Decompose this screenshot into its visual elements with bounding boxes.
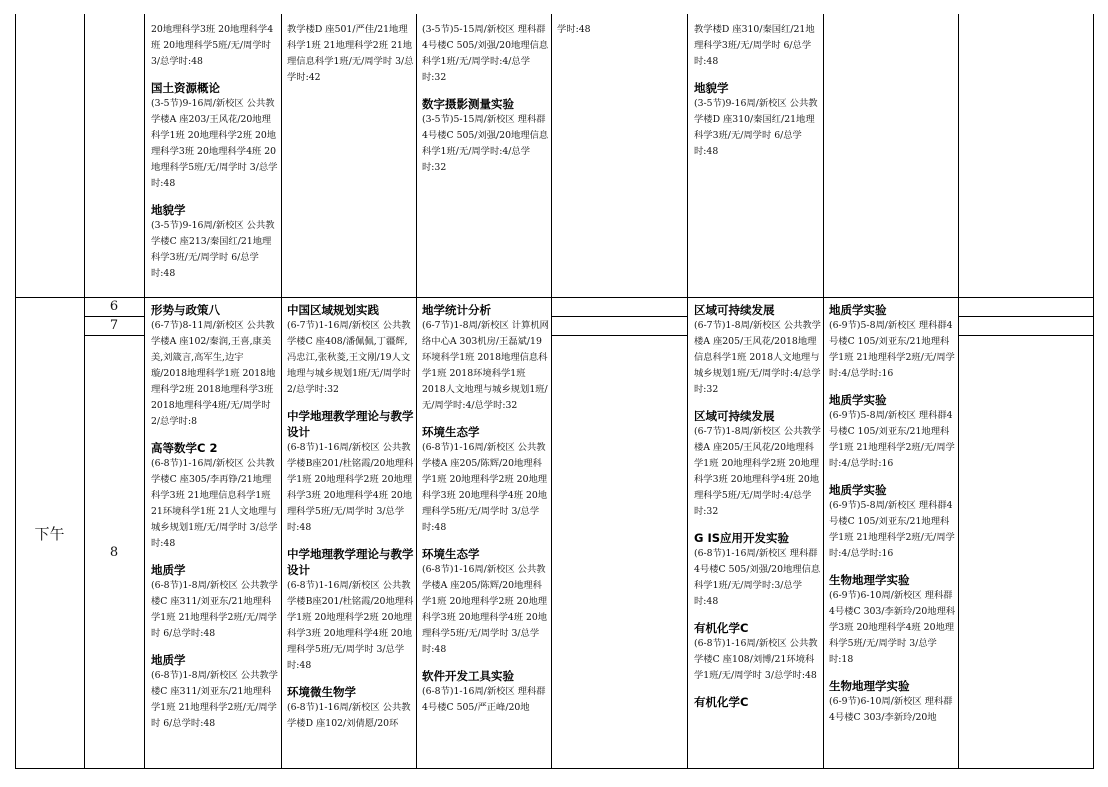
cell-bottom-col3	[422, 302, 549, 767]
period-8: 8	[109, 545, 119, 560]
course-entry	[422, 668, 549, 716]
course-title: 数字摄影测量实验	[422, 97, 514, 111]
course-title: 地质学实验	[829, 393, 887, 407]
course-detail: (3-5节)9-16周/新校区 公共教学楼C 座213/秦国红/21地理科学3班/无/周学时 6/总学时:48	[151, 220, 275, 279]
grid-line	[551, 316, 688, 317]
course-title: 软件开发工具实验	[422, 669, 514, 683]
course-detail: (6-9节)6-10周/新校区 理科群4号楼C 303/李新玲/20地理科学3班 20地理科学4班 20地理科学5班/无/周学时 3/总学时:18	[829, 590, 956, 665]
course-title: 高等数学C 2	[151, 441, 218, 455]
course-detail: (6-8节)1-16周/新校区 公共教学楼C 座305/李再铮/21地理科学3班 21地理信息科学1班 21环境科学1班 21人文地理与城乡规划1班/无/周学时 3/总学时:48	[151, 458, 278, 549]
course-detail: 教学楼D 座310/秦国红/21地理科学3班/无/周学时 6/总学时:48	[694, 24, 815, 67]
course-entry	[829, 572, 956, 668]
cell-top-col5	[694, 22, 821, 296]
course-entry	[287, 546, 414, 674]
grid-line	[15, 14, 16, 768]
course-title: G IS应用开发实验	[694, 531, 790, 545]
course-entry	[287, 408, 414, 536]
course-entry	[694, 620, 821, 684]
grid-line	[1093, 14, 1094, 768]
course-detail: 教学楼D 座501/严佳/21地理科学1班 21地理科学2班 21地理信息科学1班/无/周学时 3/总学时:42	[287, 24, 414, 83]
course-detail: (6-8节)1-8周/新校区 公共教学楼C 座311/刘亚东/21地理科学1班 21地理科学2班/无/周学时 6/总学时:48	[151, 670, 278, 729]
course-detail: (6-7节)1-8周/新校区 公共教学楼A 座205/王风花/20地理科学1班 20地理科学2班 20地理科学3班 20地理科学4班 20地理科学5班/无/周学时:4/总学时:32	[694, 426, 821, 517]
course-entry	[422, 546, 549, 658]
course-entry	[829, 482, 956, 562]
course-detail: 学时:48	[557, 24, 591, 35]
course-title: 中学地理教学理论与教学设计	[287, 547, 414, 577]
course-title: 形势与政策八	[151, 303, 220, 317]
grid-line	[823, 14, 824, 768]
course-entry	[151, 302, 279, 430]
course-entry	[422, 22, 549, 86]
course-title: 环境生态学	[422, 425, 480, 439]
course-title: 地质学	[151, 563, 186, 577]
course-entry	[829, 392, 956, 472]
grid-line	[84, 14, 85, 768]
course-title: 环境生态学	[422, 547, 480, 561]
course-entry	[287, 22, 414, 86]
course-entry	[151, 202, 279, 282]
course-entry	[151, 440, 279, 552]
course-entry	[694, 530, 821, 610]
course-detail: (6-7节)1-8周/新校区 公共教学楼A 座205/王风花/2018地理信息科学1班 2018人文地理与城乡规划1班/无/周学时:4/总学时:32	[694, 320, 821, 395]
grid-line	[416, 14, 417, 768]
grid-line	[84, 316, 145, 317]
course-title: 环境微生物学	[287, 685, 356, 699]
course-entry	[422, 96, 549, 176]
course-title: 地学统计分析	[422, 303, 491, 317]
course-title: 区域可持续发展	[694, 409, 775, 423]
course-title: 地质学实验	[829, 303, 887, 317]
grid-line	[958, 335, 1094, 336]
course-entry	[151, 22, 279, 70]
course-detail: (3-5节)9-16周/新校区 公共教学楼A 座203/王风花/20地理科学1班 20地理科学2班 20地理科学3班 20地理科学4班 20地理科学5班/无/周学时 3/总学时:48	[151, 98, 278, 189]
course-detail: (6-8节)1-16周/新校区 理科群4号楼C 505/刘强/20地理信息科学1班/无/周学时:3/总学时:48	[694, 548, 821, 607]
grid-line	[551, 335, 688, 336]
course-entry	[151, 652, 279, 732]
period-7: 7	[109, 318, 119, 333]
cell-bottom-col1	[151, 302, 279, 767]
cell-bottom-col5	[694, 302, 821, 767]
course-detail: (6-9节)6-10周/新校区 理科群4号楼C 303/李新玲/20地	[829, 696, 953, 723]
course-entry	[694, 22, 821, 70]
grid-line	[15, 297, 1094, 298]
course-entry	[287, 684, 414, 732]
course-title: 地质学实验	[829, 483, 887, 497]
course-entry	[151, 562, 279, 642]
course-detail: (6-8节)1-16周/新校区 公共教学楼B座201/杜铭霞/20地理科学1班 20地理科学2班 20地理科学3班 20地理科学4班 20地理科学5班/无/周学时 3/总学时:48	[287, 442, 414, 533]
grid-line	[281, 14, 282, 768]
course-title: 地貌学	[151, 203, 186, 217]
course-title: 生物地理学实验	[829, 679, 910, 693]
course-entry	[557, 22, 685, 38]
course-entry	[694, 80, 821, 160]
course-title: 有机化学C	[694, 695, 749, 709]
course-detail: 20地理科学3班 20地理科学4班 20地理科学5班/无/周学时 3/总学时:48	[151, 24, 274, 67]
course-detail: (6-8节)1-16周/新校区 公共教学楼C 座108/刘博/21环境科学1班/无/周学时 3/总学时:48	[694, 638, 818, 681]
course-entry	[694, 302, 821, 398]
grid-line	[551, 14, 552, 768]
course-entry	[829, 678, 956, 726]
course-detail: (6-8节)1-16周/新校区 理科群4号楼C 505/严正峰/20地	[422, 686, 546, 713]
course-detail: (6-7节)8-11周/新校区 公共教学楼A 座102/秦润,王喜,康美美,刘箴言,高军生,边宇璇/2018地理科学1班 2018地理科学2班 2018地理科学3班 2018地理科学4班/无/周学时 2/总学时:8	[151, 320, 276, 427]
course-detail: (6-9节)5-8周/新校区 理科群4号楼C 105/刘亚东/21地理科学1班 21地理科学2班/无/周学时:4/总学时:16	[829, 410, 955, 469]
course-detail: (6-8节)1-16周/新校区 公共教学楼B座201/杜铭霞/20地理科学1班 20地理科学2班 20地理科学3班 20地理科学4班 20地理科学5班/无/周学时 3/总学时:48	[287, 580, 414, 671]
cell-top-col1	[151, 22, 279, 296]
course-title: 中国区域规划实践	[287, 303, 379, 317]
course-entry	[694, 408, 821, 520]
course-entry	[422, 302, 549, 414]
course-detail: (6-8节)1-16周/新校区 公共教学楼D 座102/刘倩愿/20环	[287, 702, 411, 729]
grid-line	[958, 14, 959, 768]
grid-line	[958, 316, 1094, 317]
course-detail: (6-8节)1-16周/新校区 公共教学楼A 座205/陈辉/20地理科学1班 20地理科学2班 20地理科学3班 20地理科学4班 20地理科学5班/无/周学时 3/总学时:48	[422, 442, 548, 533]
grid-line	[687, 14, 688, 768]
course-detail: (6-9节)5-8周/新校区 理科群4号楼C 105/刘亚东/21地理科学1班 21地理科学2班/无/周学时:4/总学时:16	[829, 500, 955, 559]
afternoon-label: 下午	[34, 525, 65, 543]
course-detail: (3-5节)5-15周/新校区 理科群4号楼C 505/刘强/20地理信息科学1班/无/周学时:4/总学时:32	[422, 114, 549, 173]
cell-top-col3	[422, 22, 549, 296]
course-title: 地质学	[151, 653, 186, 667]
grid-line	[144, 14, 145, 768]
course-title: 区域可持续发展	[694, 303, 775, 317]
course-title: 国土资源概论	[151, 81, 220, 95]
grid-line	[15, 768, 1094, 769]
course-detail: (6-7节)1-16周/新校区 公共教学楼C 座408/潘佩佩,丁疆辉,冯忠江,张秋菱,王文刚/19人文地理与城乡规划1班/无/周学时 2/总学时:32	[287, 320, 411, 395]
cell-top-col4	[557, 22, 685, 296]
cell-top-col2	[287, 22, 414, 296]
course-detail: (6-8节)1-8周/新校区 公共教学楼C 座311/刘亚东/21地理科学1班 21地理科学2班/无/周学时 6/总学时:48	[151, 580, 278, 639]
cell-bottom-col2	[287, 302, 414, 767]
cell-bottom-col6	[829, 302, 956, 767]
course-title: 中学地理教学理论与教学设计	[287, 409, 414, 439]
course-detail: (6-7节)1-8周/新校区 计算机网络中心A 303机房/王磊斌/19环境科学1班 2018地理信息科学1班 2018环境科学1班 2018人文地理与城乡规划1班/无/周学时:4/总学时:32	[422, 320, 549, 411]
course-detail: (3-5节)9-16周/新校区 公共教学楼D 座310/秦国红/21地理科学3班/无/周学时 6/总学时:48	[694, 98, 818, 157]
course-title: 有机化学C	[694, 621, 749, 635]
course-entry	[829, 302, 956, 382]
course-detail: (6-9节)5-8周/新校区 理科群4号楼C 105/刘亚东/21地理科学1班 21地理科学2班/无/周学时:4/总学时:16	[829, 320, 955, 379]
grid-line	[84, 335, 145, 336]
course-entry	[422, 424, 549, 536]
course-entry	[151, 80, 279, 192]
period-6: 6	[109, 299, 119, 314]
course-detail: (3-5节)5-15周/新校区 理科群4号楼C 505/刘强/20地理信息科学1班/无/周学时:4/总学时:32	[422, 24, 549, 83]
course-entry	[694, 694, 821, 710]
course-entry	[287, 302, 414, 398]
course-title: 地貌学	[694, 81, 729, 95]
course-detail: (6-8节)1-16周/新校区 公共教学楼A 座205/陈辉/20地理科学1班 20地理科学2班 20地理科学3班 20地理科学4班 20地理科学5班/无/周学时 3/总学时:48	[422, 564, 548, 655]
course-title: 生物地理学实验	[829, 573, 910, 587]
